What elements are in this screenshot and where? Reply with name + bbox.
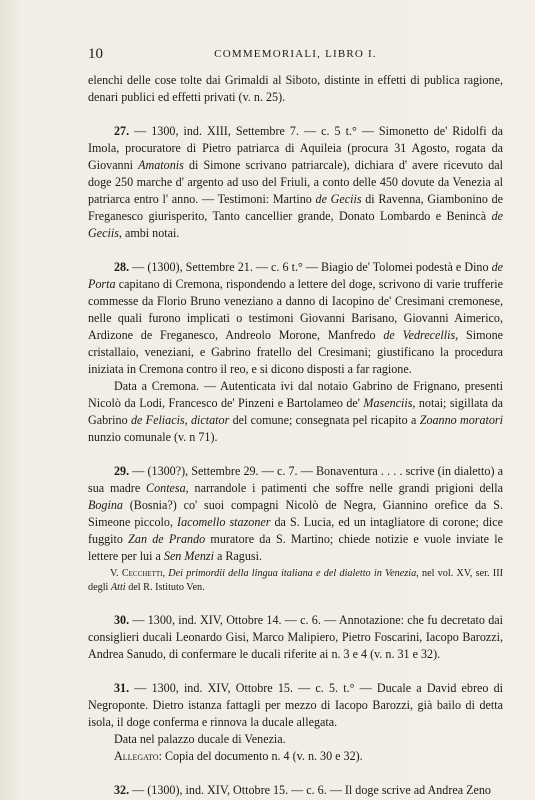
entry-italic: de Feliacis, dictator (130, 413, 230, 427)
entry-text: Copia del documento n. 4 (v. n. 30 e 32). (161, 749, 363, 763)
opening-paragraph: elenchi delle cose tolte dai Grimaldi al Siboto, distinte in effetti di publica ragione, denari publici ed effetti privati (v. n. 25). (88, 73, 503, 104)
entry-italic: Zoanno moratori (419, 413, 504, 427)
entry-text: — 1300, ind. XIII, Settembre 7. — c. 5 t.° — Simonetto de' Ridolfi da Imola, procuratore di Pietro patriarca di Aquileia (procura 31 Agosto, rogata da Giovanni (88, 124, 503, 172)
page-number: 10 (88, 46, 103, 62)
entry-text: a Ragusi. (213, 549, 262, 563)
entry-28 (88, 259, 503, 378)
entry-text: del comune; consegnata pel ricapito a (229, 413, 420, 427)
entry-italic: Bogina (88, 498, 123, 512)
entry-number: 29. (114, 464, 130, 478)
entry-number: 32. (114, 783, 130, 797)
entry-32 (88, 782, 503, 799)
entry-29-note (88, 567, 503, 595)
entry-text: (Bosnia?) co' suoi compagni Nicolò de Negra, Giannino orefice da S. Simeone piccolo, (88, 498, 503, 529)
entry-31-data: Data nel palazzo ducale di Venezia. (114, 732, 286, 746)
entry-29 (88, 463, 503, 565)
entry-text: nunzio comunale (v. n 71). (88, 430, 218, 444)
note-text: nel vol. XV, ser. III degli (88, 568, 503, 593)
entry-number: 27. (114, 124, 130, 138)
entry-text: — (1300?), Settembre 29. — c. 7. — Bonaventura . . . . scrive (in dialetto) a sua madre (88, 464, 503, 495)
entry-text: — 1300, ind. XIV, Ottobre 14. — c. 6. — Annotazione: che fu decretato dai consiglieri ducali Leonardo Gisi, Marco Malipiero, Pietro Foscarini, Iacopo Barozzi, Andrea Sanudo, di confermare le ducali riferite ai n. 3 e 4 (v. n. 31 e 32). (88, 613, 503, 661)
entry-italic: de Porta (88, 260, 503, 291)
page-header (88, 46, 503, 66)
entry-text: , ambi notai. (118, 226, 180, 240)
entry-text: da S. Lucia, ed un intagliatore di corone; dice fuggito (88, 515, 503, 546)
note-text: del R. Istituto Ven. (125, 582, 205, 593)
entry-italic: de Geciis (315, 192, 362, 206)
allegato-label: Allegato: (114, 749, 162, 763)
entry-text: Simone cristallaio, veneziani, e Gabrino fratello del Cresimani; giustificano la procedura iniziata in Cremona contro il reo, e si dicono disposti a far ragione. (88, 328, 503, 376)
entry-text: notai; sigillata da Gabrino (88, 396, 503, 427)
entry-text: di Ravenna, Giambonino de Freganesco giurisperito, Tanto cancellier grande, Donato Lombardo e Benincà (88, 192, 503, 223)
entry-italic: Masenciis, (363, 396, 416, 410)
entry-text: — (1300), ind. XIV, Ottobre 15. — c. 6. — Il doge scrive ad Andrea Zeno (129, 783, 491, 797)
entry-text: capitano di Cremona, rispondendo a lettere del doge, scrivono di varie trufferie commesse da Florio Bruno veneziano a danno di Iacopino de' Cresimani cremonese, nelle quali furono implicati o testimoni Giovanni Barisano, Giovanni Aimerico, Ardizone de Freganesco, Andreolo Morone, Manfredo (88, 277, 503, 342)
entry-italic: de Vedrecellis, (383, 328, 459, 342)
entry-30 (88, 612, 503, 663)
entry-number: 31. (114, 681, 130, 695)
entry-31-allegato (88, 748, 503, 765)
entry-italic: Amatonis (138, 158, 184, 172)
entry-28-data (88, 378, 503, 446)
page-body (88, 72, 503, 799)
entry-text: di Simone scrivano patriarcale), dichiara d' avere ricevuto dal doge 250 marche d' argento ad uso del Friuli, a conto delle 450 dovute da Venezia al patriarca entro l' anno. — Testimoni: Martino (88, 158, 503, 206)
entry-number: 30. (114, 613, 130, 627)
running-head: COMMEMORIALI, LIBRO I. (214, 48, 377, 60)
entry-italic: Sen Menzi (163, 549, 214, 563)
note-author: V. Cecchetti, (110, 568, 166, 579)
entry-31 (88, 680, 503, 731)
entry-italic: de Geciis (88, 209, 503, 240)
entry-italic: Zan de Prando (128, 532, 206, 546)
entry-italic: Iacomello stazoner (177, 515, 271, 529)
entry-text: narrandole i patimenti che soffre nelle grandi prigioni della (188, 481, 503, 495)
entry-text: — 1300, ind. XIV, Ottobre 15. — c. 5. t.° — Ducale a David ebreo di Negroponte. Dietro istanza fattagli per mezzo di Iacopo Barozzi, già bailo di detta isola, il doge conferma e rinnova la ducale allegata. (88, 681, 503, 729)
entry-27 (88, 123, 503, 242)
note-italic: Dei primordii della lingua italiana e del dialetto in Venezia, (165, 568, 419, 579)
entry-number: 28. (114, 260, 130, 274)
entry-text: muratore da S. Martino; chiede notizie e vuole inviate le lettere per lui a (88, 532, 503, 563)
entry-italic: Contesa, (146, 481, 189, 495)
entry-text: — (1300), Settembre 21. — c. 6 t.° — Biagio de' Tolomei podestà e Dino (129, 260, 492, 274)
entry-text: Data a Cremona. — Autenticata ivi dal notaio Gabrino de Frignano, presenti Nicolò da Lodi, Francesco de' Pinzeni e Bartolameo de' (88, 379, 503, 410)
note-italic: Atti (110, 582, 126, 593)
